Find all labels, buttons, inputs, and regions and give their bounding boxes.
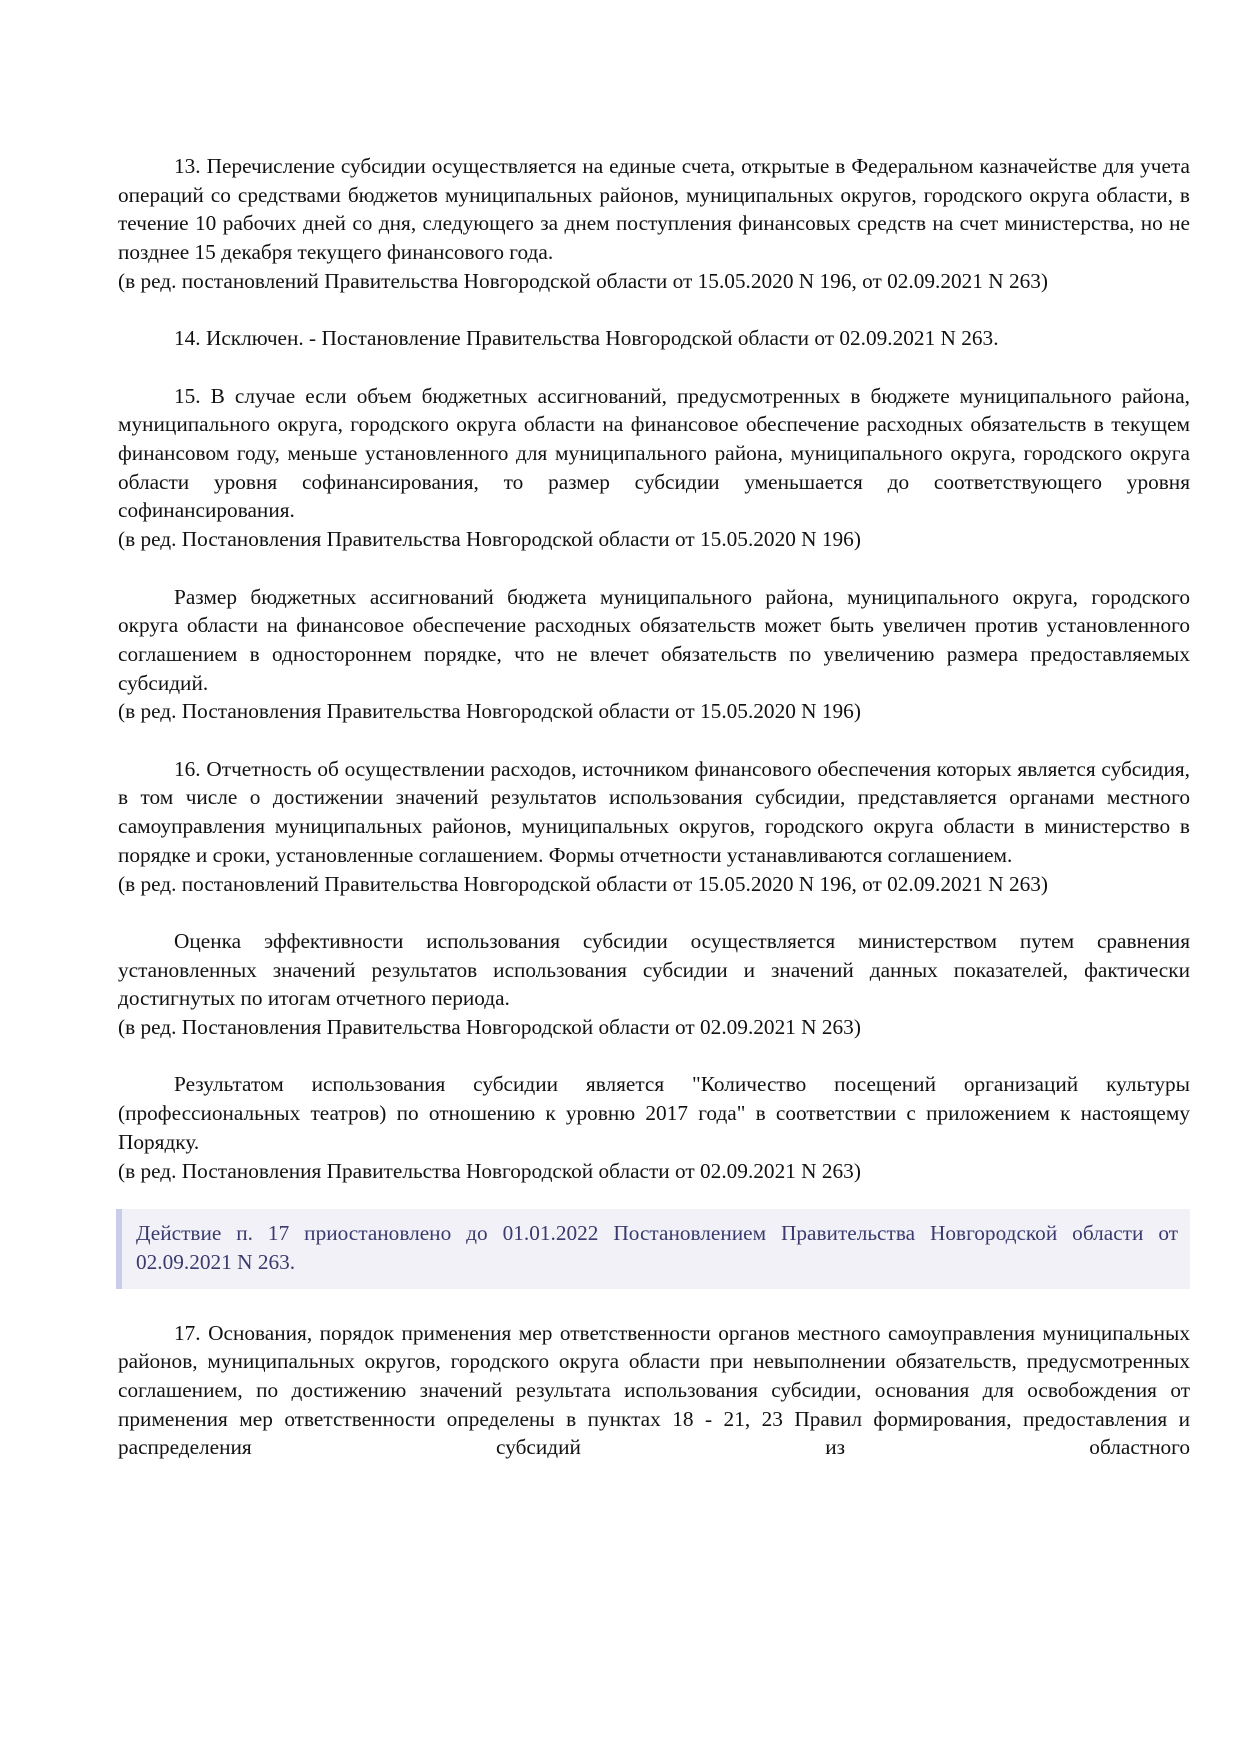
paragraph-15-budget-size: Размер бюджетных ассигнований бюджета муниципального района, муниципального округа, городского округа области на финансовое обеспечение расходных обязательств может быть увеличен против установленного соглашением в одностороннем порядке, что не влечет обязательств по увеличению размера предоставляемых субсидий. — [118, 584, 1190, 695]
edition-note: (в ред. постановлений Правительства Новгородской области от 15.05.2020 N 196, от 02.09.2021 N 263) — [118, 871, 1049, 896]
edition-note: (в ред. постановлений Правительства Новгородской области от 15.05.2020 N 196, от 02.09.2021 N 263) — [118, 268, 1049, 293]
edition-note: (в ред. Постановления Правительства Новгородской области от 15.05.2020 N 196) — [118, 527, 861, 552]
suspension-notice: Действие п. 17 приостановлено до 01.01.2022 Постановлением Правительства Новгородской области от 02.09.2021 N 263. — [116, 1209, 1190, 1288]
paragraph-17: 17. Основания, порядок применения мер ответственности органов местного самоуправления муниципальных районов, муниципальных округов, городского округа области при невыполнении обязательств, предусмотренных соглашением, по достижению значений результата использования субсидии, основания для освобождения от применения мер ответственности определены в пунктах 18 - 21, 23 Правил формирования, предоставления и распределения субсидий из областного — [118, 1320, 1190, 1460]
paragraph-16-evaluation: Оценка эффективности использования субсидии осуществляется министерством путем сравнения установленных значений результатов использования субсидии и значений данных показателей, фактически достигнутых по итогам отчетного периода. — [118, 928, 1190, 1011]
edition-note: (в ред. Постановления Правительства Новгородской области от 02.09.2021 N 263) — [118, 1015, 861, 1040]
paragraph-16-result: Результатом использования субсидии является "Количество посещений организаций культуры (профессиональных театров) по отношению к уровню 2017 года" в соответствии с приложением к настоящему Порядку. — [118, 1072, 1190, 1154]
edition-note: (в ред. Постановления Правительства Новгородской области от 02.09.2021 N 263) — [118, 1158, 861, 1183]
paragraph-13: 13. Перечисление субсидии осуществляется на единые счета, открытые в Федеральном казначействе для учета операций со средствами бюджетов муниципальных районов, муниципальных округов, городского округа области, в течение 10 рабочих дней со дня, следующего за днем поступления финансовых средств на счет министерства, но не позднее 15 декабря текущего финансового года. — [118, 154, 1190, 265]
paragraph-16: 16. Отчетность об осуществлении расходов, источником финансового обеспечения которых является субсидия, в том числе о достижении значений результатов использования субсидии, представляется органами местного самоуправления муниципальных районов, муниципальных округов, городского округа области в министерство в порядке и сроки, установленные соглашением. Формы отчетности устанавливаются соглашением. — [118, 756, 1190, 867]
paragraph-14: 14. Исключен. - Постановление Правительства Новгородской области от 02.09.2021 N 263. — [174, 326, 999, 351]
edition-note: (в ред. Постановления Правительства Новгородской области от 15.05.2020 N 196) — [118, 699, 861, 724]
paragraph-15: 15. В случае если объем бюджетных ассигнований, предусмотренных в бюджете муниципального района, муниципального округа, городского округа области на финансовое обеспечение расходных обязательств в текущем финансовом году, меньше установленного для муниципального района, муниципального округа, городского округа области уровня софинансирования, то размер субсидии уменьшается до соответствующего уровня софинансирования. — [118, 383, 1190, 523]
document-page — [118, 152, 1190, 1462]
